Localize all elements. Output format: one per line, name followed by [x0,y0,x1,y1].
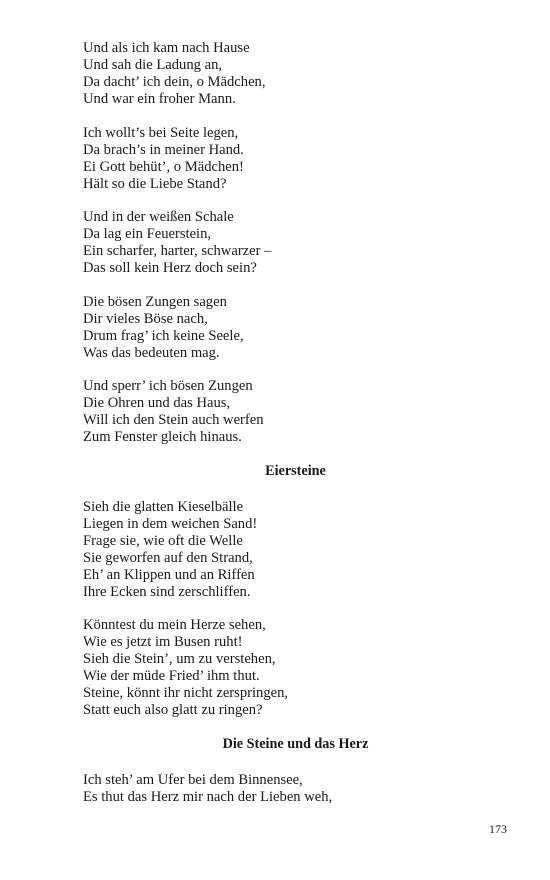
verse-line: Ei Gott behüt’, o Mädchen! [83,158,244,175]
verse-line: Wie es jetzt im Busen ruht! [83,634,243,650]
verse-line: Liegen in dem weichen Sand! [83,515,258,532]
verse-line: Sie geworfen auf den Strand, [83,549,253,566]
verse-line: Das soll kein Herz doch sein? [83,260,257,276]
verse-line: Hält so die Liebe Stand? [83,175,227,192]
verse-line: Die Ohren und das Haus, [83,395,231,411]
poem-eiersteine [83,463,508,720]
verse-line: Eh’ an Klippen und an Riffen [83,566,255,583]
stanza [83,209,508,277]
verse-line: Und in der weißen Schale [83,209,234,225]
page-content [83,40,508,822]
verse-line: Statt euch also glatt zu ringen? [83,702,263,718]
verse-line: Frage sie, wie oft die Welle [83,532,243,549]
verse-line: Ich wollt’s bei Seite legen, [83,124,239,141]
stanza [83,294,508,362]
verse-line: Ein scharfer, harter, schwarzer – [83,243,272,259]
poem-title: Eiersteine [265,462,326,479]
poem-title: Die Steine und das Herz [222,735,369,752]
verse-line: Wie der müde Fried’ ihm thut. [83,668,260,684]
verse-line: Dir vieles Böse nach, [83,310,208,327]
stanza [83,125,508,193]
verse-line: Und sah die Ladung an, [83,57,223,73]
verse-line: Zum Fenster gleich hinaus. [83,429,242,445]
stanza [83,378,508,446]
verse-line: Will ich den Stein auch werfen [83,412,264,428]
verse-line: Drum frag’ ich keine Seele, [83,327,244,344]
verse-line: Steine, könnt ihr nicht zerspringen, [83,685,289,701]
verse-line: Da dacht’ ich dein, o Mädchen, [83,74,266,90]
verse-line: Und als ich kam nach Hause [83,40,250,56]
verse-line: Die bösen Zungen sagen [83,293,227,310]
verse-line: Und sperr’ ich bösen Zungen [83,378,253,394]
verse-line: Ihre Ecken sind zerschliffen. [83,583,251,600]
verse-line: Da brach’s in meiner Hand. [83,141,244,158]
poem-die-steine-und-das-herz [83,736,508,806]
page-number: 173 [489,822,507,836]
poem-continued [83,40,508,446]
verse-line: Und war ein froher Mann. [83,91,236,107]
stanza [83,617,508,719]
verse-line: Was das bedeuten mag. [83,344,220,361]
verse-line: Ich steh’ am Ufer bei dem Binnensee, [83,771,303,788]
stanza [83,40,508,108]
stanza [83,772,508,806]
verse-line: Es thut das Herz mir nach der Lieben weh, [83,788,333,805]
verse-line: Da lag ein Feuerstein, [83,226,212,242]
verse-line: Sieh die Stein’, um zu verstehen, [83,651,276,667]
verse-line: Könntest du mein Herze sehen, [83,617,266,633]
verse-line: Sieh die glatten Kieselbälle [83,498,244,515]
stanza [83,499,508,601]
